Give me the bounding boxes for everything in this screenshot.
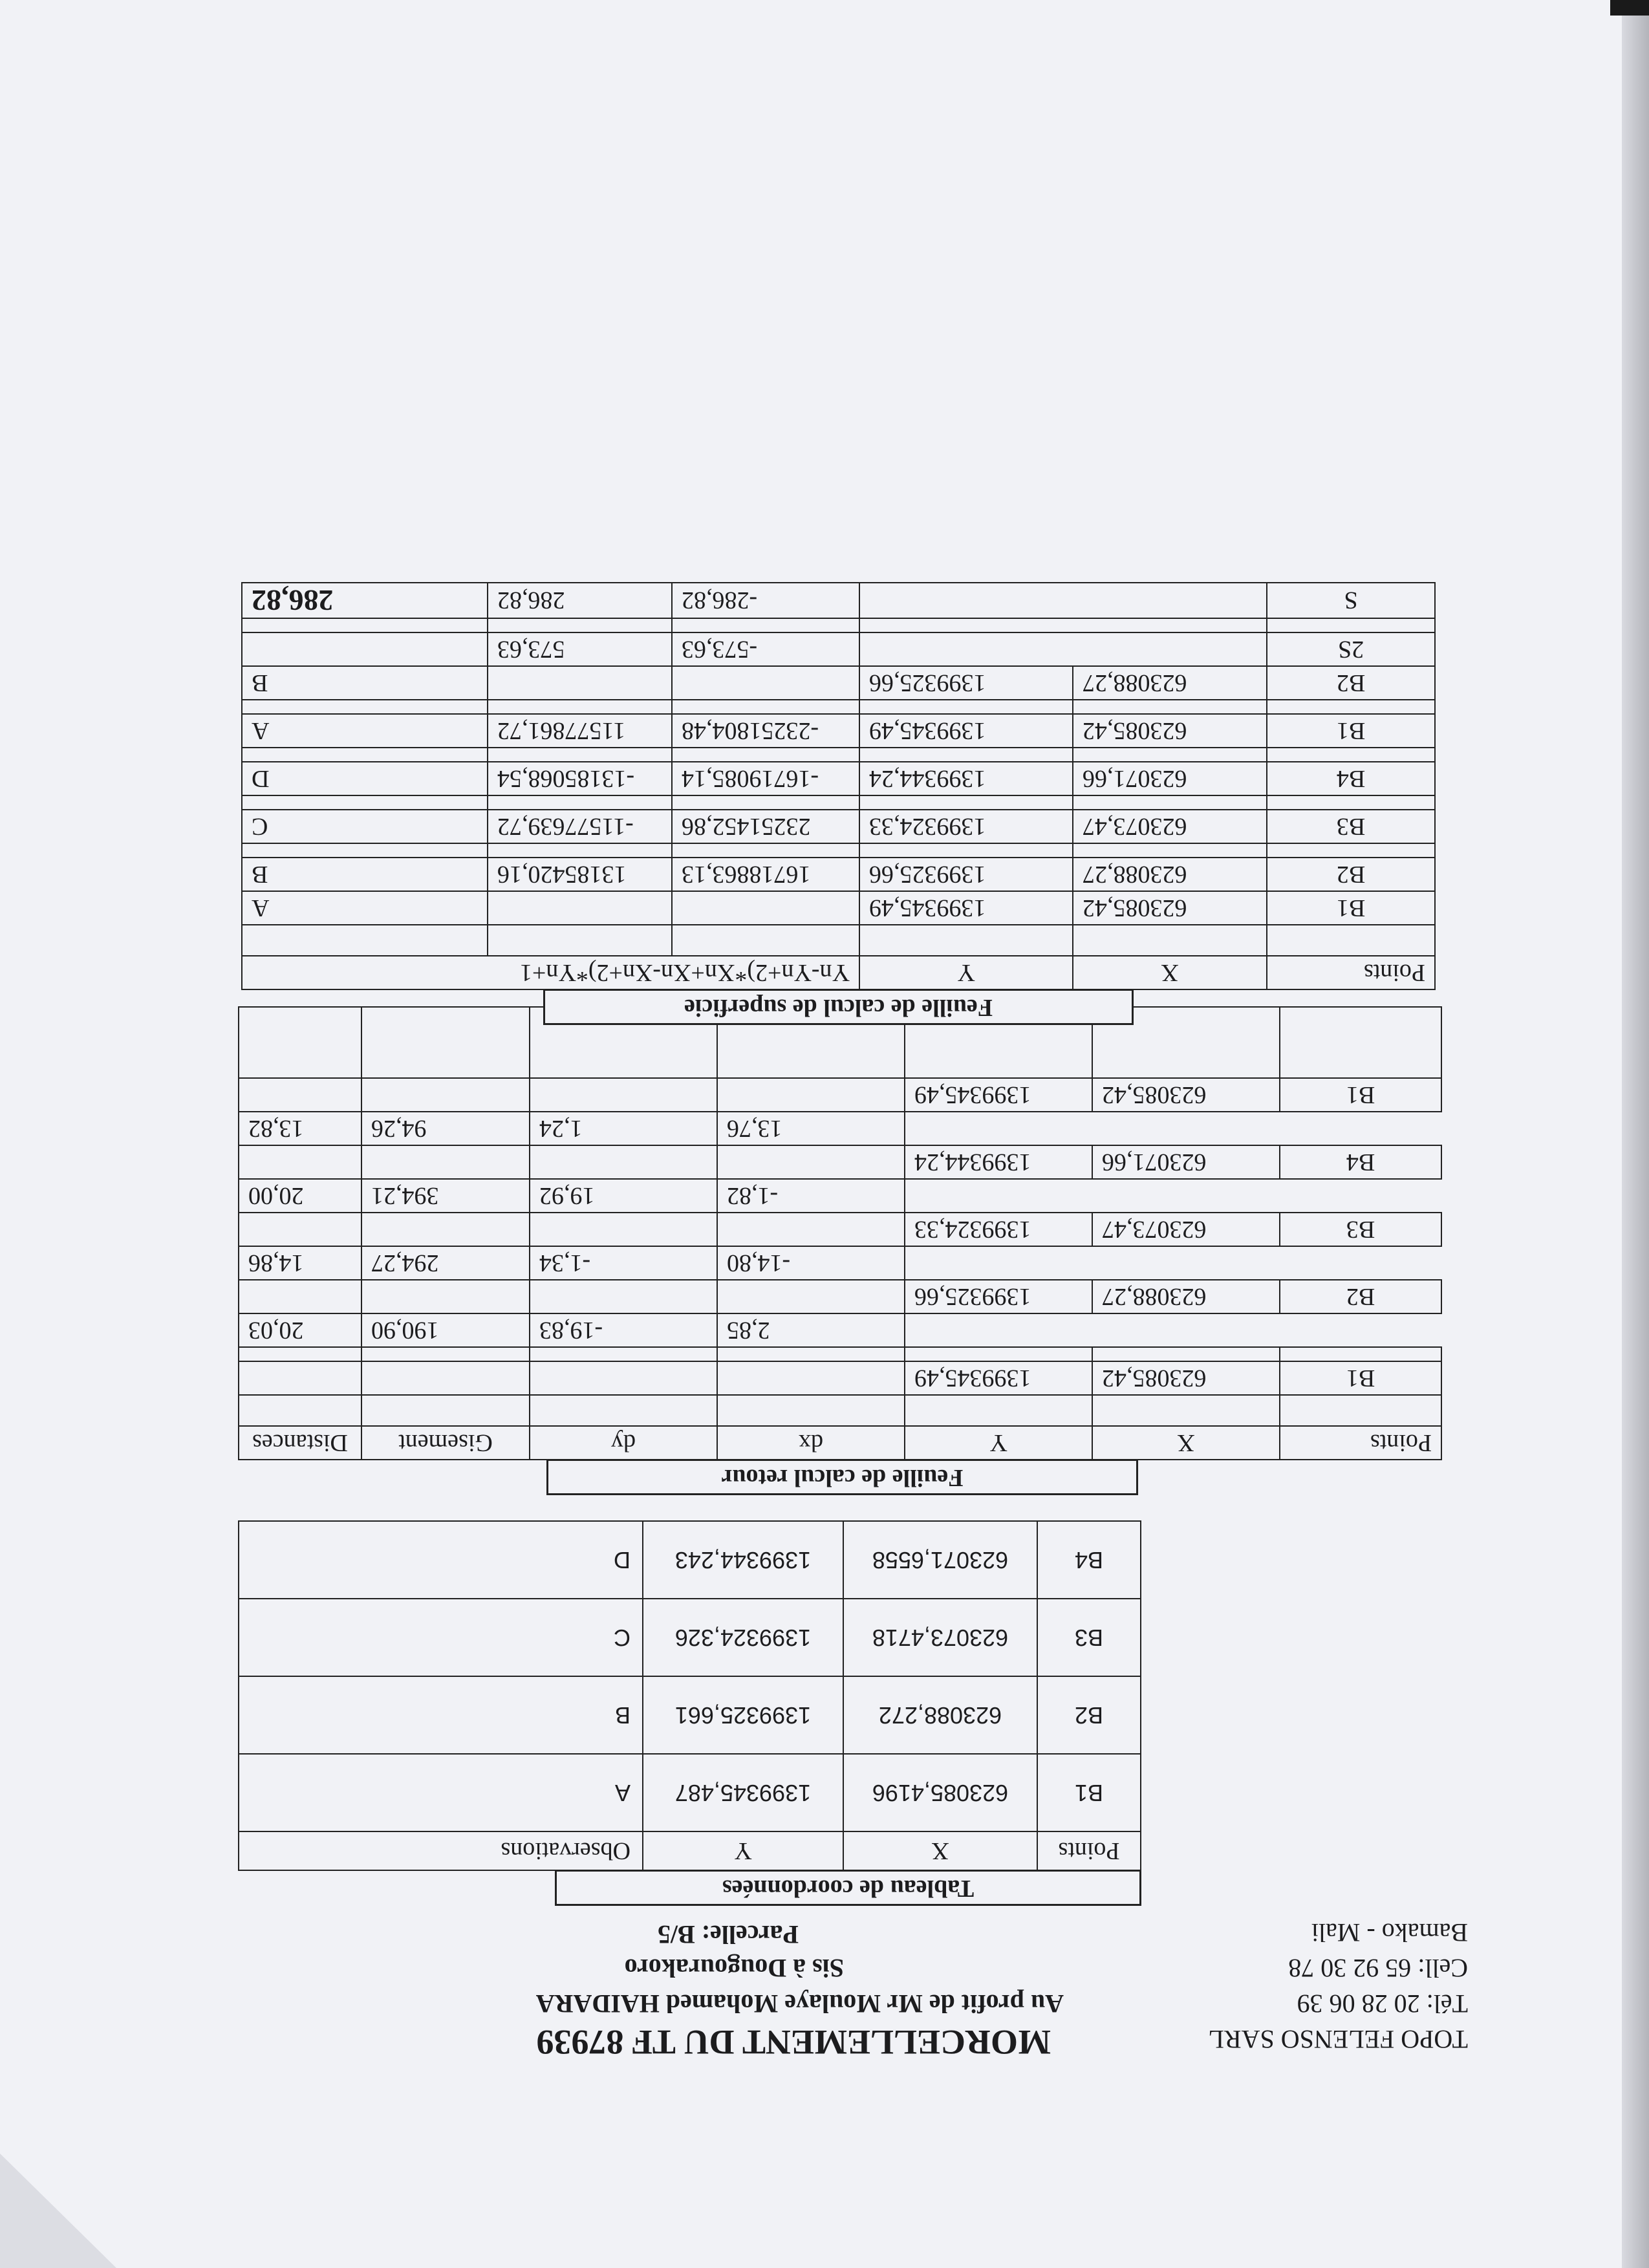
company-cell: Cell: 65 92 30 78 <box>1288 1954 1468 1983</box>
table-row <box>242 714 1435 748</box>
dy: -19,83 <box>530 1313 717 1347</box>
y: 1399324,33 <box>905 1213 1092 1246</box>
term-2 <box>488 666 672 700</box>
two-s-term-2: 573,63 <box>488 632 672 666</box>
observation: D <box>239 1521 643 1599</box>
table-row <box>239 1112 1441 1145</box>
coordinates-table <box>238 1520 1141 1871</box>
term-1 <box>672 666 859 700</box>
y: 1399345,487 <box>643 1754 843 1831</box>
y: 1399345,49 <box>859 891 1073 925</box>
term-2: 11577861,72 <box>488 714 672 748</box>
x: 623088,272 <box>843 1676 1037 1754</box>
table-row <box>239 1521 1141 1599</box>
col-y: Y <box>905 1426 1092 1460</box>
x: 623073,4718 <box>843 1599 1037 1676</box>
term-1 <box>672 891 859 925</box>
col-x: X <box>1092 1426 1280 1460</box>
point: B2 <box>1267 858 1435 891</box>
table-row <box>239 1145 1441 1179</box>
point: B1 <box>1267 714 1435 748</box>
surface-sheet-table <box>241 582 1436 990</box>
distance: 20,03 <box>239 1313 361 1347</box>
table-row <box>239 1078 1441 1112</box>
distance: 13,82 <box>239 1112 361 1145</box>
table-row <box>242 666 1435 700</box>
y: 1399344,243 <box>643 1521 843 1599</box>
term-1: 16718863,13 <box>672 858 859 891</box>
point: B1 <box>1037 1754 1141 1831</box>
y: 1399325,66 <box>859 858 1073 891</box>
gisement: 190,90 <box>361 1313 530 1347</box>
y: 1399344,24 <box>905 1145 1092 1179</box>
s-label: S <box>1267 583 1435 618</box>
table-row <box>239 1246 1441 1280</box>
observation: B <box>239 1676 643 1754</box>
point: B3 <box>1267 810 1435 843</box>
col-dx: dx <box>717 1426 905 1460</box>
point: B1 <box>1280 1361 1441 1395</box>
col-points: Points <box>1280 1426 1441 1460</box>
table-row <box>239 1361 1441 1395</box>
term-1: -16719085,14 <box>672 762 859 795</box>
label: A <box>242 714 488 748</box>
gisement: 94,26 <box>361 1112 530 1145</box>
col-distances: Distances <box>239 1426 361 1460</box>
point: B3 <box>1037 1599 1141 1676</box>
document-title: MORCELLEMENT DU TF 87939 <box>536 2023 1051 2062</box>
y: 1399345,49 <box>859 714 1073 748</box>
col-points: Points <box>1037 1831 1141 1870</box>
label: B <box>242 858 488 891</box>
label: A <box>242 891 488 925</box>
two-s-row <box>242 632 1435 666</box>
x: 623085,42 <box>1073 714 1267 748</box>
dx: -1,82 <box>717 1179 905 1213</box>
x: 623088,27 <box>1092 1280 1280 1313</box>
dy: 19,92 <box>530 1179 717 1213</box>
distance: 20,00 <box>239 1179 361 1213</box>
return-sheet-table <box>238 1006 1442 1460</box>
term-2 <box>488 891 672 925</box>
table-row <box>239 1599 1141 1676</box>
label: B <box>242 666 488 700</box>
point: B4 <box>1037 1521 1141 1599</box>
label: C <box>242 810 488 843</box>
dy: -1,34 <box>530 1246 717 1280</box>
location: Sis à Dougourakoro <box>624 1954 844 1983</box>
x: 623085,42 <box>1092 1078 1280 1112</box>
term-1: -23251804,48 <box>672 714 859 748</box>
point: B2 <box>1037 1676 1141 1754</box>
col-dy: dy <box>530 1426 717 1460</box>
table-row <box>239 1179 1441 1213</box>
col-points: Points <box>1267 956 1435 989</box>
y: 1399324,326 <box>643 1599 843 1676</box>
s-row <box>242 583 1435 618</box>
point: B2 <box>1280 1280 1441 1313</box>
point: B1 <box>1267 891 1435 925</box>
label: D <box>242 762 488 795</box>
x: 623085,42 <box>1073 891 1267 925</box>
y: 1399325,661 <box>643 1676 843 1754</box>
col-x: X <box>843 1831 1037 1870</box>
term-2: 13185420,16 <box>488 858 672 891</box>
point: B4 <box>1267 762 1435 795</box>
two-s-term-1: -573,63 <box>672 632 859 666</box>
company-name: TOPO FELENSO SARL <box>1208 2025 1468 2054</box>
col-observations: Observations <box>239 1831 643 1870</box>
table-row <box>239 1676 1141 1754</box>
x: 623071,66 <box>1092 1145 1280 1179</box>
y: 1399344,24 <box>859 762 1073 795</box>
term-2: -13185068,54 <box>488 762 672 795</box>
table-row <box>239 1754 1141 1831</box>
parcel: Parcelle: B/5 <box>657 1920 799 1949</box>
x: 623088,27 <box>1073 858 1267 891</box>
term-1: 23251452,86 <box>672 810 859 843</box>
y: 1399345,49 <box>905 1361 1092 1395</box>
col-gisement: Gisement <box>361 1426 530 1460</box>
coordinates-table-caption: Tableau de coordonnées <box>555 1870 1141 1906</box>
gisement: 294,27 <box>361 1246 530 1280</box>
col-x: X <box>1073 956 1267 989</box>
company-city: Bamako - Mali <box>1311 1918 1468 1947</box>
point: B2 <box>1267 666 1435 700</box>
distance: 14,86 <box>239 1246 361 1280</box>
x: 623073,47 <box>1092 1213 1280 1246</box>
x: 623088,27 <box>1073 666 1267 700</box>
col-y: Y <box>859 956 1073 989</box>
table-row <box>242 810 1435 843</box>
surface-sheet-caption: Feuille de calcul de superficie <box>543 989 1134 1025</box>
point: B4 <box>1280 1145 1441 1179</box>
x: 623073,47 <box>1073 810 1267 843</box>
col-y: Y <box>643 1831 843 1870</box>
s-term-2: 286,82 <box>488 583 672 618</box>
gisement: 394,21 <box>361 1179 530 1213</box>
two-s-label: 2S <box>1267 632 1435 666</box>
point: B1 <box>1280 1078 1441 1112</box>
table-row <box>242 891 1435 925</box>
table-row <box>242 762 1435 795</box>
point: B3 <box>1280 1213 1441 1246</box>
table-row <box>239 1313 1441 1347</box>
y: 1399324,33 <box>859 810 1073 843</box>
table-row <box>239 1213 1441 1246</box>
observation: A <box>239 1754 643 1831</box>
company-tel: Tél: 20 28 06 39 <box>1297 1989 1468 2018</box>
x: 623085,42 <box>1092 1361 1280 1395</box>
table-row <box>239 1280 1441 1313</box>
surface-result: 286,82 <box>242 583 488 618</box>
y: 1399345,49 <box>905 1078 1092 1112</box>
dx: 2,85 <box>717 1313 905 1347</box>
y: 1399325,66 <box>859 666 1073 700</box>
dx: -14,80 <box>717 1246 905 1280</box>
col-formula: Yn-Yn+2)*Xn+Xn-Xn+2)*Yn+1 <box>242 956 859 989</box>
x: 623085,4196 <box>843 1754 1037 1831</box>
dy: 1,24 <box>530 1112 717 1145</box>
dx: 13,76 <box>717 1112 905 1145</box>
beneficiary: Au profit de Mr Moulaye Mohamed HAIDARA <box>535 1989 1064 2018</box>
x: 623071,66 <box>1073 762 1267 795</box>
s-term-1: -286,82 <box>672 583 859 618</box>
table-row <box>242 858 1435 891</box>
observation: C <box>239 1599 643 1676</box>
term-2: -11577639,72 <box>488 810 672 843</box>
return-sheet-caption: Feuille de calcul retour <box>546 1459 1138 1495</box>
x: 623071,6558 <box>843 1521 1037 1599</box>
y: 1399325,66 <box>905 1280 1092 1313</box>
